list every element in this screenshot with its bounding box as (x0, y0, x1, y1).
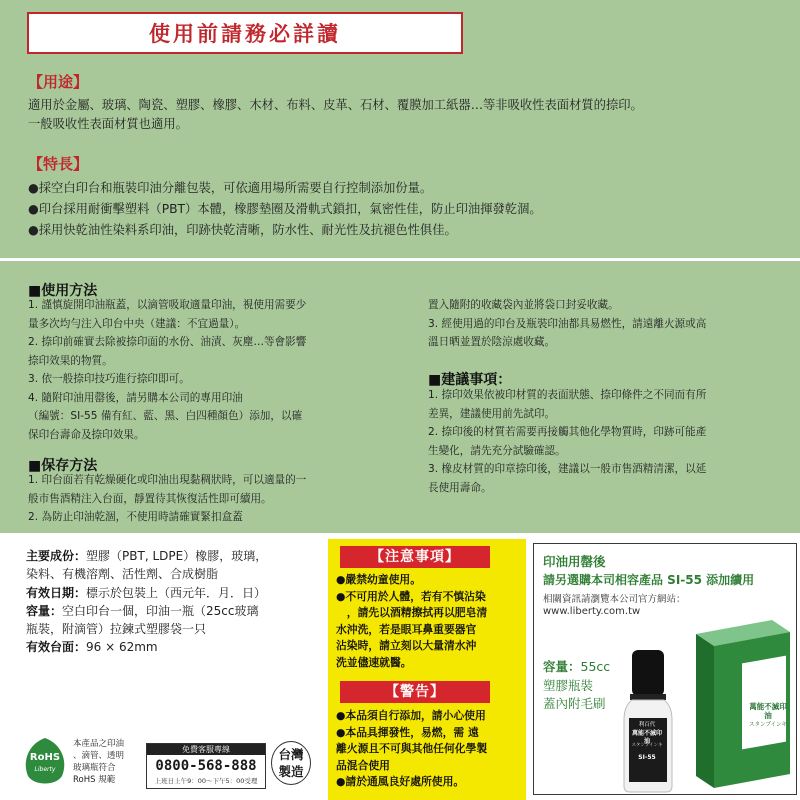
usage-line: 適用於金屬、玻璃、陶瓷、塑膠、橡膠、木材、布料、皮革、石材、覆膜加工紙器…等非吸收性表面材質的捺印。 (28, 98, 643, 112)
caution-line: 洗並儘速就醫。 (336, 655, 412, 669)
customer-hotline (146, 743, 266, 789)
feature-item: ●採用快乾油性染料系印油，印跡快乾清晰，防水性、耐光性及抗褪色性俱佳。 (28, 223, 457, 237)
box-brand: Liberty (757, 684, 779, 691)
spec-value: 塑膠（PBT, LDPE）橡膠，玻璃， (86, 549, 268, 563)
caution-line: ，請先以酒精擦拭再以肥皂清 (336, 606, 488, 620)
promo-capacity-label: 容量： (543, 659, 581, 674)
bottle-code: SI-55 (638, 754, 656, 761)
text-line: 3. 依一般捺印技巧進行捺印即可。 (28, 373, 190, 385)
promo-brush: 蓋內附毛刷 (543, 696, 606, 711)
text-line: 2. 捺印後的材質若需要再接觸其他化學物質時，印跡可能產 (428, 426, 707, 438)
how-to-use-heading: ■使用方法 (28, 283, 98, 299)
spec-block (26, 547, 326, 657)
text-line: 1. 捺印效果依被印材質的表面狀態、捺印條件之不同而有所 (428, 389, 707, 401)
promo-url[interactable]: www.liberty.com.tw (543, 606, 641, 617)
made-in-line: 製造 (278, 764, 304, 779)
feature-item: ●採空白印台和瓶裝印油分離包裝，可依適用場所需要自行控制添加份量。 (28, 181, 433, 195)
caution-heading: 【注意事項】 (340, 546, 490, 568)
caution-line: ●不可用於人體，若有不慎沾染 (336, 589, 486, 603)
warning-line: 離火源且不可與其他任何化學製 (336, 742, 488, 756)
text-line: 置入隨附的收藏袋內並將袋口封妥收藏。 (428, 299, 619, 311)
storage-heading: ■保存方法 (28, 458, 98, 474)
caution-text (336, 572, 487, 672)
text-line: 捺印效果的物質。 (28, 354, 113, 367)
rohs-line: RoHS 規範 (73, 775, 116, 785)
text-line: 1. 謹慎旋開印油瓶蓋，以滴管吸取適量印油，視使用需要少 (28, 299, 307, 311)
rohs-statement (73, 738, 143, 786)
how-to-use-text (28, 296, 306, 444)
spec-label: 容量： (26, 603, 63, 618)
storage-continued-text (428, 296, 706, 352)
feature-item: ●印台採用耐衝擊塑料（PBT）本體，橡膠墊圈及滑軌式鎖扣，氣密性佳，防止印油揮發乾涸。 (28, 202, 542, 216)
text-line: 差異，建議使用前先試印。 (428, 407, 556, 420)
spec-value: 96 × 62mm (86, 640, 158, 655)
bottle-label-2: スタンプインキ (631, 743, 663, 748)
caution-line: ●嚴禁幼童使用。 (336, 573, 421, 586)
promo-bottle-type: 塑膠瓶裝 (543, 678, 594, 693)
usage-heading: 【用途】 (28, 73, 89, 91)
text-line: 量多次均勻注入印台中央（建議：不宜過量）。 (28, 317, 246, 330)
storage-text (28, 471, 306, 527)
made-in-taiwan-badge (271, 741, 311, 785)
spec-label: 有效日期： (26, 585, 87, 600)
text-line: 1. 印台面若有乾燥硬化或印油出現黏稠狀時，可以適量的一 (28, 474, 307, 486)
spec-label: 主要成份： (26, 549, 87, 563)
advice-text (428, 386, 706, 497)
refill-promo-panel (533, 543, 797, 795)
box-label-2: スタンプインキ (748, 722, 787, 728)
text-line: 3. 經使用過的印台及瓶裝印油都具易燃性，請遠離火源或高 (428, 317, 707, 330)
made-in-line: 台灣 (278, 747, 304, 762)
usage-text (28, 96, 643, 134)
text-line: （編號：SI-55 備有紅、藍、黑、白四種顏色）添加，以確 (28, 410, 303, 422)
promo-line: 請另選購本司相容產品 SI-55 添加續用 (543, 573, 755, 587)
text-line: 保印台壽命及捺印效果。 (28, 428, 145, 441)
spec-label: 有效台面： (26, 640, 87, 655)
promo-capacity (543, 657, 610, 675)
usage-line: 一般吸收性表面材質也適用。 (28, 117, 188, 131)
text-line: 4. 隨附印油用罄後，請另購本公司的專用印油 (28, 391, 243, 404)
text-line: 長使用壽命。 (428, 481, 492, 494)
text-line: 2. 捺印前確實去除被捺印面的水份、油漬、灰塵…等會影響 (28, 336, 307, 348)
spec-value: 染料、有機溶劑、活性劑、合成樹脂 (26, 567, 219, 582)
rohs-line: 、滴管、透明 (73, 751, 125, 761)
warning-line: 品混合使用 (336, 758, 390, 772)
text-line: 溫日晒並置於陰涼處收藏。 (428, 336, 556, 348)
rohs-badge-text: RoHS (29, 752, 61, 763)
warning-heading: 【警告】 (340, 681, 490, 703)
spec-value: 瓶裝，附滴管）拉鍊式塑膠袋一只 (26, 622, 207, 637)
text-line: 般市售酒精注入台面，靜置待其恢復活性即可續用。 (28, 492, 272, 505)
advice-heading: ■建議事項： (428, 372, 512, 388)
bottle-brand: 利百代 (638, 722, 656, 728)
caution-line: 水沖洗，若是眼耳鼻重要器官 (336, 622, 477, 636)
text-line: 生變化，請先充分試驗確認。 (428, 444, 566, 457)
text-line: 2. 為防止印油乾涸，不使用時請確實緊扣盒蓋 (28, 511, 243, 523)
hotline-title: 免費客服專線 (147, 744, 265, 755)
box-label-1: 萬能不滅印油 (749, 702, 787, 720)
rohs-line: 玻璃瓶符合 (73, 763, 116, 773)
hotline-hours: 上班日上午9：00～下午5：00受理 (154, 777, 258, 785)
promo-website-label: 相關資訊請瀏覽本公司官方網站： (543, 594, 686, 605)
rohs-badge-sub: Liberty (34, 766, 56, 773)
promo-line: 印油用罄後 (543, 554, 606, 569)
spec-value: 標示於包裝上（西元年．月．日） (86, 585, 267, 600)
spec-value: 空白印台一個，印油一瓶（25cc玻璃 (62, 603, 259, 618)
promo-capacity-value: 55cc (580, 659, 611, 674)
warning-text (336, 708, 487, 791)
rohs-line: 本產品之印油 (73, 739, 125, 749)
text-line: 3. 橡皮材質的印章捺印後，建議以一般市售酒精清潔，以延 (428, 463, 707, 475)
warning-line: ●請於通風良好處所使用。 (336, 775, 465, 789)
warning-line: ●本品具揮發性，易燃，需 遠 (336, 725, 479, 739)
bottle-label-1: 萬能不滅印油 (631, 730, 662, 745)
caution-line: 沾染時，請立刻以大量清水沖 (336, 639, 477, 653)
warning-line: ●本品須自行添加，請小心使用 (336, 709, 486, 722)
hotline-number[interactable]: 0800-568-888 (155, 758, 257, 774)
features-heading: 【特長】 (28, 155, 89, 173)
page-title: 使用前請務必詳讀 (27, 12, 463, 54)
